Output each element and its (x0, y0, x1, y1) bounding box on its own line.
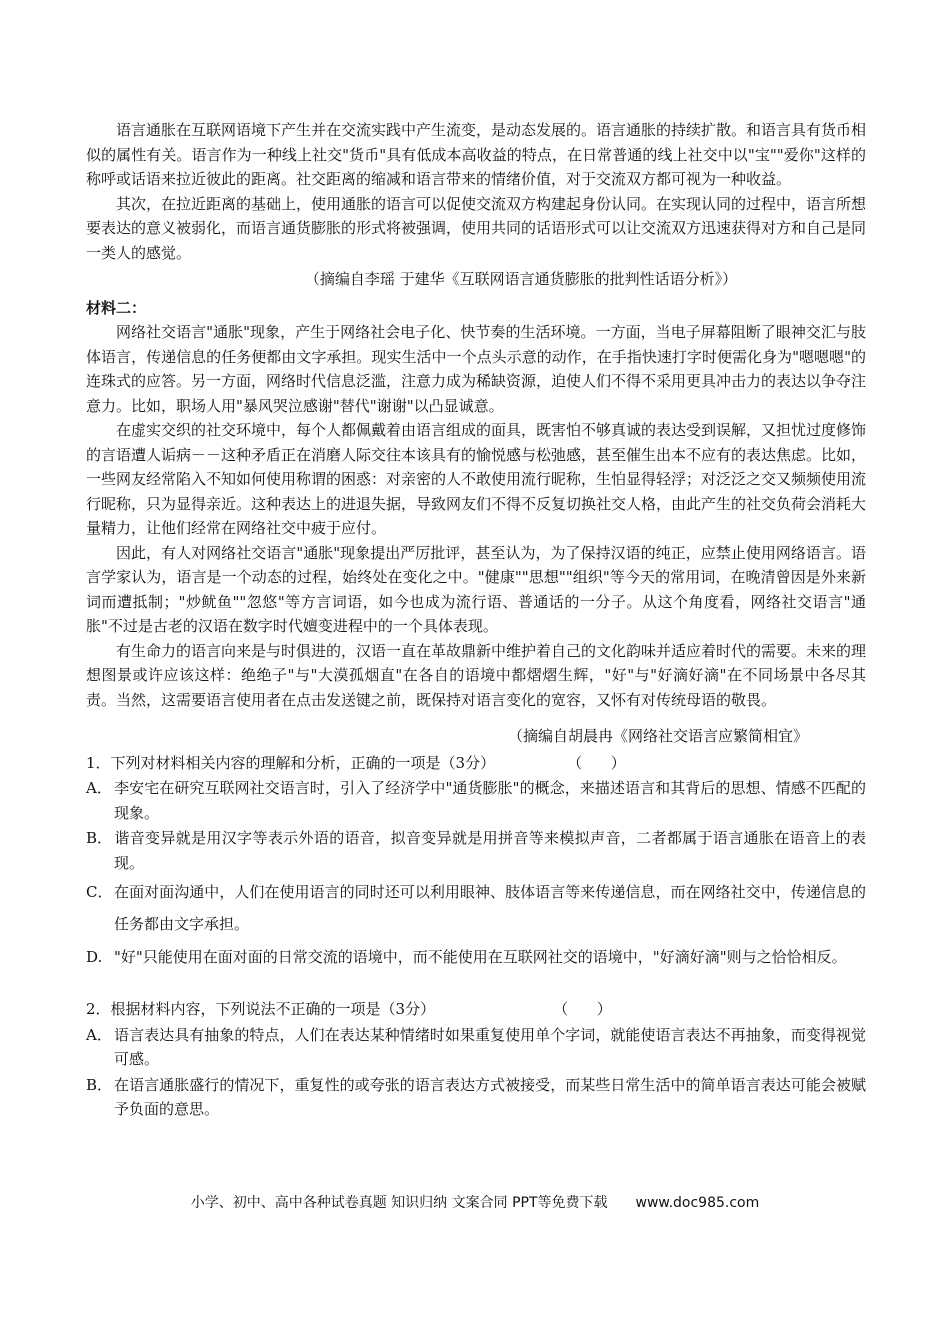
question-2-option-b (86, 1073, 866, 1122)
page-footer (0, 1192, 950, 1212)
option-text: 在语言通胀盛行的情况下，重复性的或夸张的语言表达方式被接受，而某些日常生活中的简单语言表达可能会被赋予负面的意思。 (114, 1075, 866, 1118)
material-two-source: （摘编自胡晨冉《网络社交语言应繁简相宜》 (507, 727, 808, 745)
question-2-stem: 2．根据材料内容，下列说法不正确的一项是（3分） (86, 1000, 436, 1018)
question-2-answer-blank: （ ） (553, 1000, 612, 1018)
question-1-answer-blank: （ ） (567, 753, 626, 772)
question-1 (86, 751, 866, 974)
footer-text: 小学、初中、高中各种试卷真题 知识归纳 文案合同 PPT等免费下载 (190, 1195, 608, 1211)
option-text: 语言表达具有抽象的特点，人们在表达某种情绪时如果重复使用单个字词，就能使语言表达不再抽象，而变得视觉可感。 (114, 1025, 866, 1068)
material-two-paragraph-4: 有生命力的语言向来是与时俱进的，汉语一直在革故鼎新中维护着自己的文化韵味并适应着时代的需要。未来的理想图景或许应该这样：绝绝子"与"大漠孤烟直"在各自的语境中都熠熠生辉，"好"与"好滴好滴"在不同场景中各尽其责。当然，这需要语言使用者在点击发送键之前，既保持对语言变化的宽容，又怀有对传统母语的敬畏。 (86, 641, 867, 709)
option-text: 谐音变异就是用汉字等表示外语的语音，拟音变异就是用拼音等来模拟声音，二者都属于语言通胀在语音上的表现。 (114, 829, 866, 872)
footer-url: www.doc985.com (635, 1195, 760, 1211)
material-one-source: （摘编自李瑶 于建华《互联网语言通货膨胀的批判性话语分析》） (304, 270, 738, 288)
question-2-option-a (86, 1023, 866, 1072)
material-two (86, 296, 866, 749)
question-2-stem-row (86, 997, 866, 1022)
material-two-title: 材料二： (86, 298, 147, 317)
option-text: 李安宅在研究互联网社交语言时，引入了经济学中"通货膨胀"的概念，来描述语言和其背后的思想、情感不匹配的现象。 (114, 779, 866, 822)
document-page (86, 118, 866, 1122)
question-1-option-a (86, 776, 866, 825)
spacer (86, 973, 866, 995)
question-1-option-d (86, 941, 866, 973)
option-letter: C． (86, 883, 113, 901)
material-one-paragraph-1: 语言通胀在互联网语境下产生并在交流实践中产生流变，是动态发展的。语言通胀的持续扩散。和语言具有货币相似的属性有关。语言作为一种线上社交"货币"具有低成本高收益的特点，在日常普通的线上社交中以"宝""爱你"这样的称呼或话语来拉近彼此的距离。社交距离的缩减和语言带来的情绪价值，对于交流双方都可视为一种收益。 (86, 121, 867, 188)
material-two-paragraph-1: 网络社交语言"通胀"现象，产生于网络社会电子化、快节奏的生活环境。一方面，当电子屏幕阻断了眼神交汇与肢体语言，传递信息的任务便都由文字承担。现实生活中一个点头示意的动作，在手指快速打字时便需化身为"嗯嗯嗯"的连珠式的应答。另一方面，网络时代信息泛滥，注意力成为稀缺资源，迫使人们不得不采用更具冲击力的表达以争夺注意力。比如，职场人用"暴风哭泣感谢"替代"谢谢"以凸显诚意。 (86, 323, 867, 415)
question-1-stem: 1．下列对材料相关内容的理解和分析，正确的一项是（3分） (86, 753, 496, 772)
question-1-option-c (86, 876, 866, 940)
option-text: 在面对面沟通中，人们在使用语言的同时还可以利用眼神、肢体语言等来传递信息，而在网络社交中，传递信息的任务都由文字承担。 (114, 883, 866, 933)
option-letter: B． (86, 1075, 113, 1094)
material-one (86, 118, 866, 292)
question-2 (86, 997, 866, 1122)
option-letter: D. (86, 948, 103, 966)
option-text: "好"只能使用在面对面的日常交流的语境中，而不能使用在互联网社交的语境中，"好滴好滴"则与之恰恰相反。 (114, 948, 847, 966)
material-one-paragraph-2: 其次，在拉近距离的基础上，使用通胀的语言可以促使交流双方构建起身份认同。在实现认同的过程中，语言所想要表达的意义被弱化，而语言通货膨胀的形式将被强调，使用共同的话语形式可以让交流双方迅速获得对方和自己是同一类人的感觉。 (86, 194, 867, 262)
question-1-option-b (86, 826, 866, 875)
question-1-stem-row (86, 751, 866, 776)
material-two-paragraph-2: 在虚实交织的社交环境中，每个人都佩戴着由语言组成的面具，既害怕不够真诚的表达受到误解，又担忧过度修饰的言语遭人诟病－－这种矛盾正在消磨人际交往本该具有的愉悦感与松弛感，甚至催生出本不应有的表达焦虑。比如，一些网友经常陷入不知如何使用称谓的困惑：对亲密的人不敢使用流行昵称，生怕显得轻浮；对泛泛之交又频频使用流行昵称，只为显得亲近。这种表达上的进退失据，导致网友们不得不反复切换社交人格，由此产生的社交负荷会消耗大量精力，让他们经常在网络社交中疲于应付。 (86, 421, 867, 537)
material-two-paragraph-3: 因此，有人对网络社交语言"通胀"现象提出严厉批评，甚至认为，为了保持汉语的纯正，应禁止使用网络语言。语言学家认为，语言是一个动态的过程，始终处在变化之中。"健康""思想""组织"等今天的常用词，在晚清曾因是外来新词而遭抵制；"炒鱿鱼""忽悠"等方言词语，如今也成为流行语、普通话的一分子。从这个角度看，网络社交语言"通胀"不过是古老的汉语在数字时代嬗变进程中的一个具体表现。 (86, 543, 866, 635)
option-letter: B． (86, 829, 113, 847)
option-letter: A． (86, 779, 112, 797)
option-letter: A． (86, 1025, 112, 1044)
